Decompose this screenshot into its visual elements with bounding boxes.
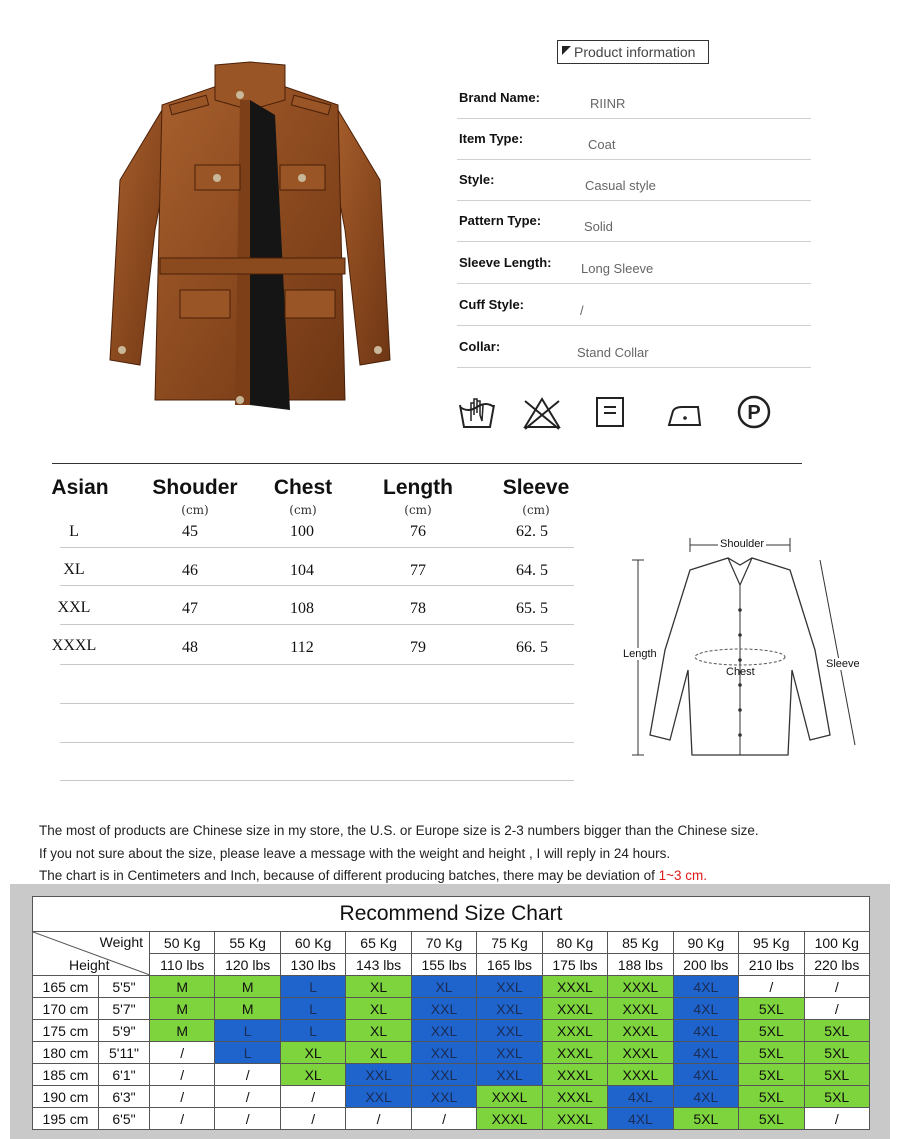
recommended-size-cell: XXXL (608, 1064, 673, 1086)
recommended-size-cell: XXL (477, 998, 542, 1020)
spec-label: Cuff Style: (459, 297, 524, 312)
table-row (33, 998, 870, 1020)
spec-label: Item Type: (459, 131, 524, 146)
weight-lbs-header: 120 lbs (215, 954, 280, 976)
weight-lbs-header: 165 lbs (477, 954, 542, 976)
size-cell: 79 (410, 639, 426, 656)
recommended-size-cell: M (150, 976, 215, 998)
spec-label: Style: (459, 172, 495, 187)
spec-value: Coat (588, 137, 616, 152)
recommended-size-cell: 4XL (673, 1042, 738, 1064)
recommended-size-cell: L (215, 1042, 280, 1064)
recommended-size-cell: 5XL (739, 1042, 804, 1064)
spec-value: Solid (584, 219, 613, 234)
iron-low-icon (664, 393, 706, 433)
recommended-size-cell: M (150, 998, 215, 1020)
recommended-size-cell: XL (280, 1042, 345, 1064)
recommended-size-cell: XXL (346, 1064, 411, 1086)
height-cm-cell: 190 cm (33, 1086, 99, 1108)
recommended-size-cell: XXL (411, 1042, 476, 1064)
recommended-size-cell: 4XL (673, 1086, 738, 1108)
recommended-size-cell: XXL (411, 1064, 476, 1086)
recommended-size-cell: XXXL (608, 1020, 673, 1042)
weight-kg-header: 55 Kg (215, 932, 280, 954)
recommended-size-cell: / (150, 1064, 215, 1086)
recommended-size-cell: / (739, 976, 804, 998)
recommended-size-cell: XXL (477, 976, 542, 998)
recommended-size-cell: XXXL (477, 1086, 542, 1108)
row-divider (60, 742, 574, 743)
recommended-size-cell: 5XL (673, 1108, 738, 1130)
recommended-size-cell: XL (411, 976, 476, 998)
recommended-size-cell: M (150, 1020, 215, 1042)
recommended-size-cell: 4XL (673, 976, 738, 998)
weight-kg-header: 95 Kg (739, 932, 804, 954)
weight-lbs-header: 143 lbs (346, 954, 411, 976)
dry-clean-p-icon (733, 393, 775, 433)
height-ft-cell: 6'3" (99, 1086, 150, 1108)
recommended-size-cell: / (346, 1108, 411, 1130)
chest-label: Chest (726, 666, 755, 678)
recommended-size-cell: XXL (411, 1086, 476, 1108)
size-cell: 48 (182, 639, 198, 656)
col-header-shoulder: Shouder (152, 476, 238, 499)
recommended-size-cell: L (215, 1020, 280, 1042)
spec-row-collar (457, 327, 811, 368)
spec-label: Collar: (459, 339, 501, 354)
col-header-asian: Asian (51, 476, 109, 499)
table-row (33, 1086, 870, 1108)
recommended-size-cell: XXXL (608, 976, 673, 998)
table-row (33, 1108, 870, 1130)
recommended-size-cell: 5XL (739, 1064, 804, 1086)
recommended-size-cell: L (280, 976, 345, 998)
size-cell: 108 (290, 600, 314, 617)
note-line-2: If you not sure about the size, please leave a message with the weight and height , I will reply in 24 hours. (39, 846, 671, 861)
size-cell: L (69, 523, 79, 540)
note-text: The chart is in Centimeters and Inch, because of different producing batches, there may be deviation of (39, 868, 659, 883)
recommended-size-cell: XXXL (542, 1042, 607, 1064)
recommended-size-cell: XL (346, 976, 411, 998)
recommended-size-cell: 5XL (739, 998, 804, 1020)
weight-kg-header: 80 Kg (542, 932, 607, 954)
col-header-chest: Chest (273, 476, 333, 499)
unit-label: (cm) (522, 503, 550, 517)
recommended-size-cell: XXL (477, 1042, 542, 1064)
recommended-size-cell: / (804, 976, 869, 998)
spec-value: Stand Collar (577, 345, 649, 360)
size-cell: XXXL (51, 637, 97, 654)
recommended-size-cell: XXL (477, 1020, 542, 1042)
recommended-size-cell: / (215, 1108, 280, 1130)
spec-value: Long Sleeve (581, 261, 654, 276)
recommended-size-cell: XL (346, 1042, 411, 1064)
recommended-size-cell: 5XL (804, 1064, 869, 1086)
size-cell: 66. 5 (516, 639, 548, 656)
section-divider (52, 463, 802, 464)
recommended-size-cell: / (280, 1086, 345, 1108)
recommended-size-cell: / (280, 1108, 345, 1130)
height-ft-cell: 5'11" (99, 1042, 150, 1064)
height-cm-cell: 165 cm (33, 976, 99, 998)
height-label: Height (69, 957, 110, 973)
recommended-size-cell: XL (346, 1020, 411, 1042)
height-cm-cell: 175 cm (33, 1020, 99, 1042)
height-ft-cell: 5'7" (99, 998, 150, 1020)
recommended-size-cell: 5XL (804, 1086, 869, 1108)
recommended-size-cell: / (215, 1064, 280, 1086)
recommended-size-cell: XXL (477, 1064, 542, 1086)
spec-label: Pattern Type: (459, 213, 542, 228)
size-cell: 76 (410, 523, 426, 540)
spec-row-sleeve-length (457, 243, 811, 284)
height-cm-cell: 170 cm (33, 998, 99, 1020)
recommended-size-cell: XXXL (542, 1064, 607, 1086)
recommended-size-cell: XXXL (542, 1020, 607, 1042)
size-cell: XXL (57, 599, 91, 616)
recommended-size-cell: XXXL (542, 998, 607, 1020)
coat-product-image (100, 60, 400, 420)
height-cm-cell: 195 cm (33, 1108, 99, 1130)
product-info-header (557, 40, 709, 64)
recommended-size-cell: XXXL (608, 998, 673, 1020)
recommended-size-cell: XXL (411, 998, 476, 1020)
weight-height-corner (33, 932, 150, 976)
unit-label: (cm) (404, 503, 432, 517)
note-line-1: The most of products are Chinese size in my store, the U.S. or Europe size is 2-3 numbers bigger than the Chinese size. (39, 823, 759, 838)
height-ft-cell: 6'1" (99, 1064, 150, 1086)
spec-row-cuff (457, 285, 811, 326)
weight-lbs-header: 220 lbs (804, 954, 869, 976)
recommended-size-cell: / (150, 1086, 215, 1108)
weight-kg-header: 60 Kg (280, 932, 345, 954)
spec-row-item-type (457, 119, 811, 160)
row-divider (60, 780, 574, 781)
product-info-title: Product information (574, 44, 696, 60)
unit-label: (cm) (289, 503, 317, 517)
spec-value: Casual style (585, 178, 656, 193)
note-line-3 (39, 868, 707, 883)
weight-lbs-header: 200 lbs (673, 954, 738, 976)
col-header-sleeve: Sleeve (502, 476, 570, 499)
recommend-chart-title: Recommend Size Chart (33, 897, 870, 932)
corner-triangle-icon (562, 46, 571, 55)
table-row (33, 976, 870, 998)
spec-row-brand (457, 78, 811, 119)
col-header-length: Length (383, 476, 453, 499)
length-label: Length (623, 648, 657, 660)
weight-kg-header: 100 Kg (804, 932, 869, 954)
row-divider (60, 624, 574, 625)
table-row (33, 1020, 870, 1042)
weight-kg-header: 50 Kg (150, 932, 215, 954)
line-dry-icon (591, 393, 633, 433)
recommended-size-cell: XXXL (542, 1108, 607, 1130)
recommended-size-cell: 4XL (673, 998, 738, 1020)
size-cell: 104 (290, 562, 314, 579)
weight-label: Weight (99, 934, 143, 950)
table-row (33, 1042, 870, 1064)
spec-value: / (580, 303, 584, 318)
recommended-size-cell: 5XL (739, 1108, 804, 1130)
recommended-size-cell: / (215, 1086, 280, 1108)
deviation-highlight: 1~3 cm. (658, 868, 708, 883)
recommended-size-cell: XXXL (608, 1042, 673, 1064)
recommended-size-cell: 5XL (804, 1020, 869, 1042)
recommended-size-cell: XXL (346, 1086, 411, 1108)
svg-text:P: P (747, 402, 761, 424)
do-not-bleach-icon (521, 393, 563, 433)
size-cell: 62. 5 (516, 523, 548, 540)
row-divider (60, 664, 574, 665)
spec-label: Brand Name: (459, 90, 540, 105)
row-divider (60, 547, 574, 548)
size-cell: 46 (182, 562, 198, 579)
row-divider (60, 585, 574, 586)
recommended-size-cell: / (804, 1108, 869, 1130)
weight-lbs-header: 175 lbs (542, 954, 607, 976)
weight-kg-header: 70 Kg (411, 932, 476, 954)
spec-value: RIINR (590, 96, 626, 111)
recommended-size-cell: 5XL (804, 1042, 869, 1064)
weight-kg-header: 65 Kg (346, 932, 411, 954)
weight-lbs-header: 130 lbs (280, 954, 345, 976)
height-ft-cell: 5'9" (99, 1020, 150, 1042)
recommended-size-cell: XXXL (542, 1086, 607, 1108)
recommended-size-cell: 5XL (739, 1086, 804, 1108)
size-cell: 77 (410, 562, 426, 579)
recommended-size-cell: L (280, 998, 345, 1020)
weight-lbs-header: 155 lbs (411, 954, 476, 976)
spec-row-pattern (457, 201, 811, 242)
weight-lbs-header: 110 lbs (150, 954, 215, 976)
shoulder-label: Shoulder (720, 538, 765, 550)
weight-kg-header: 90 Kg (673, 932, 738, 954)
size-cell: 100 (290, 523, 314, 540)
size-cell: 78 (410, 600, 426, 617)
recommended-size-cell: 4XL (673, 1064, 738, 1086)
row-divider (60, 703, 574, 704)
size-cell: XL (63, 561, 85, 578)
table-row (33, 1064, 870, 1086)
weight-kg-header: 75 Kg (477, 932, 542, 954)
hand-wash-icon (456, 393, 498, 433)
size-cell: 112 (290, 639, 314, 656)
height-cm-cell: 180 cm (33, 1042, 99, 1064)
recommended-size-cell: 5XL (739, 1020, 804, 1042)
spec-row-style (457, 160, 811, 201)
recommended-size-cell: 4XL (608, 1108, 673, 1130)
recommended-size-cell: XXL (411, 1020, 476, 1042)
recommended-size-cell: M (215, 976, 280, 998)
recommended-size-cell: / (804, 998, 869, 1020)
recommend-size-chart (32, 896, 870, 1130)
unit-label: (cm) (181, 503, 209, 517)
height-ft-cell: 5'5" (99, 976, 150, 998)
recommended-size-cell: XXXL (477, 1108, 542, 1130)
recommended-size-cell: XL (280, 1064, 345, 1086)
recommended-size-cell: / (150, 1108, 215, 1130)
recommended-size-cell: L (280, 1020, 345, 1042)
weight-lbs-header: 188 lbs (608, 954, 673, 976)
size-cell: 65. 5 (516, 600, 548, 617)
recommended-size-cell: M (215, 998, 280, 1020)
sleeve-label: Sleeve (826, 658, 860, 670)
weight-lbs-header: 210 lbs (739, 954, 804, 976)
recommended-size-cell: / (150, 1042, 215, 1064)
recommended-size-cell: 4XL (673, 1020, 738, 1042)
size-cell: 45 (182, 523, 198, 540)
size-cell: 64. 5 (516, 562, 548, 579)
recommended-size-cell: XXXL (542, 976, 607, 998)
recommended-size-cell: 4XL (608, 1086, 673, 1108)
weight-kg-header: 85 Kg (608, 932, 673, 954)
height-ft-cell: 6'5" (99, 1108, 150, 1130)
recommended-size-cell: XL (346, 998, 411, 1020)
spec-label: Sleeve Length: (459, 255, 552, 270)
size-cell: 47 (182, 600, 198, 617)
measurement-diagram (620, 530, 860, 760)
recommended-size-cell: / (411, 1108, 476, 1130)
height-cm-cell: 185 cm (33, 1064, 99, 1086)
